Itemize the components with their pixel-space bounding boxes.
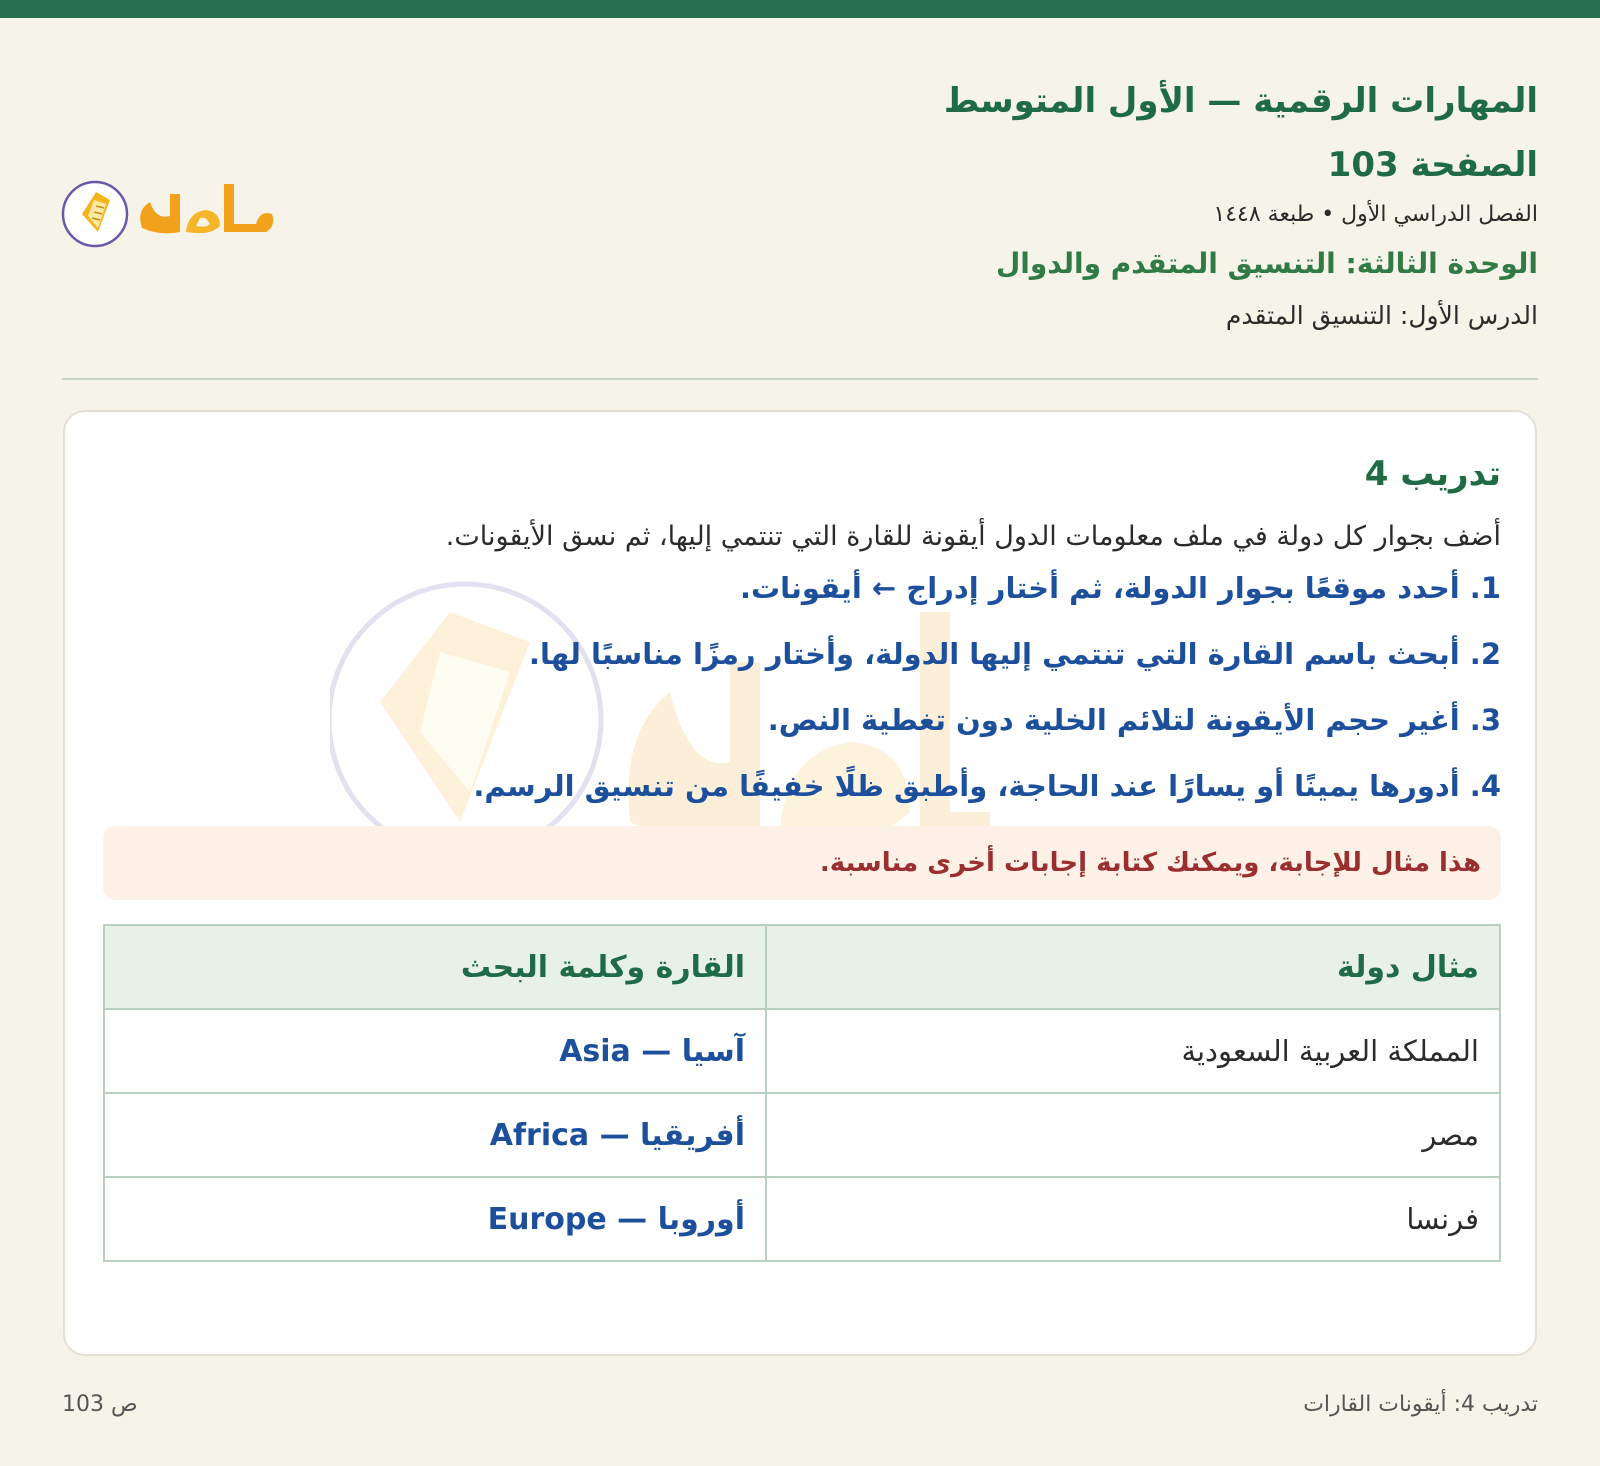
exercise-title: تدريب 4 xyxy=(1364,454,1501,494)
header-continent: القارة وكلمة البحث xyxy=(104,925,766,1009)
logo-wordmark xyxy=(140,184,273,233)
step-item: 2. أبحث باسم القارة التي تنتمي إليها الدولة، وأختار رمزًا مناسبًا لها. xyxy=(528,637,1501,671)
term-edition: الفصل الدراسي الأول • طبعة ١٤٤٨ xyxy=(1213,202,1538,227)
book-title: المهارات الرقمية — الأول المتوسط xyxy=(943,81,1538,121)
cell-continent: أفريقيا — Africa xyxy=(104,1093,766,1177)
step-item: 4. أدورها يمينًا أو يسارًا عند الحاجة، وأطبق ظلًا خفيفًا من تنسيق الرسم. xyxy=(473,769,1501,803)
hulul-logo xyxy=(60,170,280,256)
footer-page-number: ص 103 xyxy=(62,1392,138,1417)
book-icon xyxy=(63,182,127,246)
cell-continent: آسيا — Asia xyxy=(104,1009,766,1093)
unit-title: الوحدة الثالثة: التنسيق المتقدم والدوال xyxy=(996,247,1538,280)
page-header xyxy=(62,78,1538,333)
header-country: مثال دولة xyxy=(766,925,1500,1009)
top-accent-bar xyxy=(0,0,1600,18)
footer-exercise-label: تدريب 4: أيقونات القارات xyxy=(1303,1392,1538,1417)
cell-country: فرنسا xyxy=(766,1177,1500,1261)
steps-list xyxy=(103,568,1501,806)
step-item: 1. أحدد موقعًا بجوار الدولة، ثم أختار إدراج ← أيقونات. xyxy=(739,571,1501,605)
table-row xyxy=(104,1177,1500,1261)
cell-country: المملكة العربية السعودية xyxy=(766,1009,1500,1093)
exercise-intro: أضف بجوار كل دولة في ملف معلومات الدول أيقونة للقارة التي تنتمي إليها، ثم نسق الأيقونات. xyxy=(445,521,1501,552)
lesson-title: الدرس الأول: التنسيق المتقدم xyxy=(1225,301,1538,330)
header-divider xyxy=(62,378,1538,380)
table-header-row xyxy=(104,925,1500,1009)
table-row xyxy=(104,1093,1500,1177)
exercise-card xyxy=(63,410,1537,1356)
table-row xyxy=(104,1009,1500,1093)
cell-country: مصر xyxy=(766,1093,1500,1177)
page-number-title: الصفحة 103 xyxy=(1327,145,1538,185)
cell-continent: أوروبا — Europe xyxy=(104,1177,766,1261)
answer-note: هذا مثال للإجابة، ويمكنك كتابة إجابات أخرى مناسبة. xyxy=(103,826,1501,900)
step-item: 3. أغير حجم الأيقونة لتلائم الخلية دون تغطية النص. xyxy=(767,703,1501,737)
answers-table xyxy=(103,924,1501,1262)
